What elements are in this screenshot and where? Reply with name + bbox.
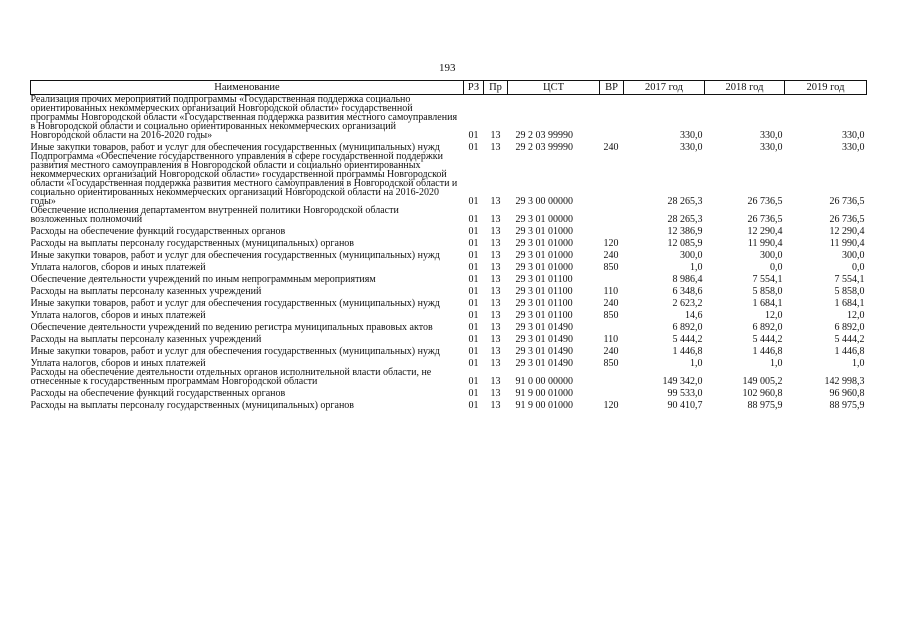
- table-row: [31, 344, 867, 356]
- row-2018: 5 858,0: [752, 286, 783, 297]
- row-pr: 13: [490, 250, 501, 261]
- row-name: Иные закупки товаров, работ и услуг для обеспечения государственных (муниципальных) нужд: [30, 250, 440, 261]
- row-vr: 110: [603, 286, 619, 297]
- row-name: Уплата налогов, сборов и иных платежей: [30, 262, 206, 273]
- row-2017: 14,6: [685, 310, 703, 321]
- row-2019: 330,0: [842, 130, 865, 141]
- row-2017: 2 623,2: [672, 298, 703, 309]
- row-vr: 110: [603, 334, 619, 345]
- row-name: Уплата налогов, сборов и иных платежей: [30, 358, 206, 369]
- row-2017: 1 446,8: [672, 346, 703, 357]
- row-2018: 1 684,1: [752, 298, 783, 309]
- row-vr: [600, 386, 624, 398]
- row-rz: 01: [468, 262, 479, 273]
- row-cst: 29 3 01 01000: [515, 262, 573, 273]
- row-cst: 29 3 01 01490: [515, 334, 573, 345]
- row-name: Обеспечение исполнения департаментом внутренней политики Новгородской области возложенных полномочий: [30, 205, 399, 225]
- row-vr: [600, 368, 624, 386]
- table-row: [31, 272, 867, 284]
- row-vr: 850: [603, 310, 619, 321]
- row-2018: 0,0: [770, 262, 783, 273]
- row-2017: 99 533,0: [667, 388, 703, 399]
- row-rz: 01: [468, 214, 479, 225]
- row-cst: 91 9 00 01000: [515, 388, 573, 399]
- row-rz: 01: [468, 238, 479, 249]
- table-row: [31, 248, 867, 260]
- row-name: Уплата налогов, сборов и иных платежей: [30, 310, 206, 321]
- table-row: [31, 308, 867, 320]
- row-2019: 5 444,2: [834, 334, 865, 345]
- row-2019: 26 736,5: [829, 214, 865, 225]
- row-rz: 01: [468, 388, 479, 399]
- row-cst: 29 3 01 01100: [515, 274, 573, 285]
- row-vr: 240: [603, 250, 619, 261]
- row-2018: 300,0: [760, 250, 783, 261]
- row-name: Подпрограмма «Обеспечение государственного управления в сфере государственной поддержки развития местного самоуправления в Новгородской области и социально ориентированных некоммерческих организаций Новгородской области» государственной программы Новгородской области «Государственная поддержка развития местного самоуправления в Новгородской области и социально ориентированных некоммерческих организаций Новгородской области на 2016-2020 годы»: [30, 151, 458, 207]
- row-2019: 26 736,5: [829, 196, 865, 207]
- table-row: [31, 236, 867, 248]
- header-vr: ВР: [600, 81, 624, 95]
- row-2019: 7 554,1: [834, 274, 865, 285]
- row-rz: 01: [468, 376, 479, 387]
- row-rz: 01: [468, 358, 479, 369]
- row-pr: 13: [490, 238, 501, 249]
- row-2018: 1 446,8: [752, 346, 783, 357]
- row-vr: [600, 224, 624, 236]
- row-rz: 01: [468, 310, 479, 321]
- row-2019: 0,0: [852, 262, 865, 273]
- row-vr: [600, 320, 624, 332]
- row-2018: 330,0: [760, 142, 783, 153]
- row-cst: 29 2 03 99990: [515, 130, 573, 141]
- row-2017: 1,0: [690, 358, 703, 369]
- row-vr: 120: [603, 238, 619, 249]
- row-pr: 13: [490, 298, 501, 309]
- row-cst: 29 3 00 00000: [515, 196, 573, 207]
- row-2017: 1,0: [690, 262, 703, 273]
- table-row: [31, 386, 867, 398]
- row-2019: 12 290,4: [829, 226, 865, 237]
- row-2019: 1,0: [852, 358, 865, 369]
- row-vr: 850: [603, 358, 619, 369]
- row-2017: 6 348,6: [672, 286, 703, 297]
- row-pr: 13: [490, 262, 501, 273]
- row-2017: 28 265,3: [667, 196, 703, 207]
- row-name: Расходы на обеспечение функций государственных органов: [30, 388, 286, 399]
- row-2018: 12 290,4: [747, 226, 783, 237]
- row-2017: 12 386,9: [667, 226, 703, 237]
- row-2019: 11 990,4: [829, 238, 865, 249]
- row-2018: 1,0: [770, 358, 783, 369]
- row-cst: 29 3 01 01000: [515, 250, 573, 261]
- row-vr: 240: [603, 142, 619, 153]
- row-name: Иные закупки товаров, работ и услуг для обеспечения государственных (муниципальных) нужд: [30, 142, 440, 153]
- table-row: [31, 398, 867, 410]
- table-row: [31, 224, 867, 236]
- row-name: Расходы на обеспечение функций государственных органов: [30, 226, 286, 237]
- row-cst: 29 3 01 01490: [515, 358, 573, 369]
- row-vr: [600, 152, 624, 206]
- row-rz: 01: [468, 274, 479, 285]
- row-rz: 01: [468, 142, 479, 153]
- row-name: Расходы на обеспечение деятельности отдельных органов исполнительной власти области, не отнесенные к государственным программам Новгородской области: [30, 367, 432, 387]
- row-2017: 300,0: [680, 250, 703, 261]
- row-name: Иные закупки товаров, работ и услуг для обеспечения государственных (муниципальных) нужд: [30, 298, 440, 309]
- row-vr: 240: [603, 346, 619, 357]
- header-2018: 2018 год: [705, 81, 785, 95]
- row-2018: 7 554,1: [752, 274, 783, 285]
- row-2017: 330,0: [680, 142, 703, 153]
- row-2018: 26 736,5: [747, 196, 783, 207]
- row-2019: 5 858,0: [834, 286, 865, 297]
- row-2018: 6 892,0: [752, 322, 783, 333]
- row-2019: 6 892,0: [834, 322, 865, 333]
- row-cst: 29 3 01 01100: [515, 310, 573, 321]
- row-2019: 96 960,8: [829, 388, 865, 399]
- row-cst: 91 9 00 01000: [515, 400, 573, 411]
- row-cst: 29 3 01 01490: [515, 322, 573, 333]
- row-name: Обеспечение деятельности учреждений по ведению регистра муниципальных правовых актов: [30, 322, 433, 333]
- row-name: Обеспечение деятельности учреждений по иным непрограммным мероприятиям: [30, 274, 376, 285]
- row-vr: [600, 272, 624, 284]
- row-rz: 01: [468, 130, 479, 141]
- row-2018: 26 736,5: [747, 214, 783, 225]
- row-2017: 6 892,0: [672, 322, 703, 333]
- row-rz: 01: [468, 298, 479, 309]
- table-row: [31, 284, 867, 296]
- budget-table: [30, 80, 867, 410]
- page-number: 193: [439, 62, 456, 74]
- row-vr: 850: [603, 262, 619, 273]
- row-2017: 330,0: [680, 130, 703, 141]
- row-cst: 29 2 03 99990: [515, 142, 573, 153]
- row-2017: 8 986,4: [672, 274, 703, 285]
- table-row: [31, 260, 867, 272]
- row-vr: [600, 206, 624, 224]
- row-pr: 13: [490, 286, 501, 297]
- row-2019: 12,0: [847, 310, 865, 321]
- row-pr: 13: [490, 376, 501, 387]
- row-pr: 13: [490, 142, 501, 153]
- row-pr: 13: [490, 346, 501, 357]
- row-cst: 91 0 00 00000: [515, 376, 573, 387]
- row-pr: 13: [490, 388, 501, 399]
- row-vr: 120: [603, 400, 619, 411]
- table-row: [31, 206, 867, 224]
- header-2017: 2017 год: [624, 81, 705, 95]
- header-cst: ЦСТ: [508, 81, 600, 95]
- row-pr: 13: [490, 334, 501, 345]
- row-rz: 01: [468, 226, 479, 237]
- row-cst: 29 3 01 00000: [515, 214, 573, 225]
- row-2017: 28 265,3: [667, 214, 703, 225]
- row-name: Иные закупки товаров, работ и услуг для обеспечения государственных (муниципальных) нужд: [30, 346, 440, 357]
- row-pr: 13: [490, 310, 501, 321]
- row-2019: 142 998,3: [824, 376, 865, 387]
- row-pr: 13: [490, 400, 501, 411]
- row-name: Реализация прочих мероприятий подпрограммы «Государственная поддержка социально ориентированных некоммерческих организаций Новгородской области» государственной программы Новгородской области «Государственная поддержка развития местного самоуправления в Новгородской области и социально ориентированных некоммерческих организаций Новгородской области на 2016-2020 годы»: [30, 94, 458, 141]
- row-name: Расходы на выплаты персоналу государственных (муниципальных) органов: [30, 238, 355, 249]
- row-rz: 01: [468, 286, 479, 297]
- row-2019: 300,0: [842, 250, 865, 261]
- row-cst: 29 3 01 01000: [515, 238, 573, 249]
- row-2019: 1 684,1: [834, 298, 865, 309]
- row-cst: 29 3 01 01000: [515, 226, 573, 237]
- row-vr: [600, 95, 624, 141]
- row-pr: 13: [490, 358, 501, 369]
- row-2018: 330,0: [760, 130, 783, 141]
- row-2017: 149 342,0: [662, 376, 703, 387]
- row-pr: 13: [490, 226, 501, 237]
- header-2019: 2019 год: [785, 81, 867, 95]
- row-cst: 29 3 01 01490: [515, 346, 573, 357]
- row-name: Расходы на выплаты персоналу казенных учреждений: [30, 286, 262, 297]
- row-2017: 12 085,9: [667, 238, 703, 249]
- row-vr: 240: [603, 298, 619, 309]
- table-row: [31, 332, 867, 344]
- row-2019: 88 975,9: [829, 400, 865, 411]
- header-name: Наименование: [31, 81, 464, 95]
- row-cst: 29 3 01 01100: [515, 286, 573, 297]
- row-2017: 5 444,2: [672, 334, 703, 345]
- row-2019: 330,0: [842, 142, 865, 153]
- row-2018: 5 444,2: [752, 334, 783, 345]
- row-2018: 149 005,2: [742, 376, 783, 387]
- header-rz: РЗ: [464, 81, 484, 95]
- row-2019: 1 446,8: [834, 346, 865, 357]
- table-row: [31, 296, 867, 308]
- table-header-row: [31, 81, 867, 95]
- header-pr: Пр: [484, 81, 508, 95]
- row-rz: 01: [468, 322, 479, 333]
- row-pr: 13: [490, 214, 501, 225]
- row-cst: 29 3 01 01100: [515, 298, 573, 309]
- row-name: Расходы на выплаты персоналу государственных (муниципальных) органов: [30, 400, 355, 411]
- row-2017: 90 410,7: [667, 400, 703, 411]
- row-name: Расходы на выплаты персоналу казенных учреждений: [30, 334, 262, 345]
- row-rz: 01: [468, 400, 479, 411]
- row-pr: 13: [490, 130, 501, 141]
- row-rz: 01: [468, 196, 479, 207]
- row-rz: 01: [468, 250, 479, 261]
- table-row: [31, 320, 867, 332]
- row-rz: 01: [468, 334, 479, 345]
- row-2018: 11 990,4: [747, 238, 783, 249]
- table-row: [31, 95, 867, 141]
- table-row: [31, 152, 867, 206]
- row-rz: 01: [468, 346, 479, 357]
- table-row: [31, 368, 867, 386]
- row-2018: 12,0: [765, 310, 783, 321]
- row-pr: 13: [490, 196, 501, 207]
- row-2018: 102 960,8: [742, 388, 783, 399]
- row-pr: 13: [490, 322, 501, 333]
- row-pr: 13: [490, 274, 501, 285]
- row-2018: 88 975,9: [747, 400, 783, 411]
